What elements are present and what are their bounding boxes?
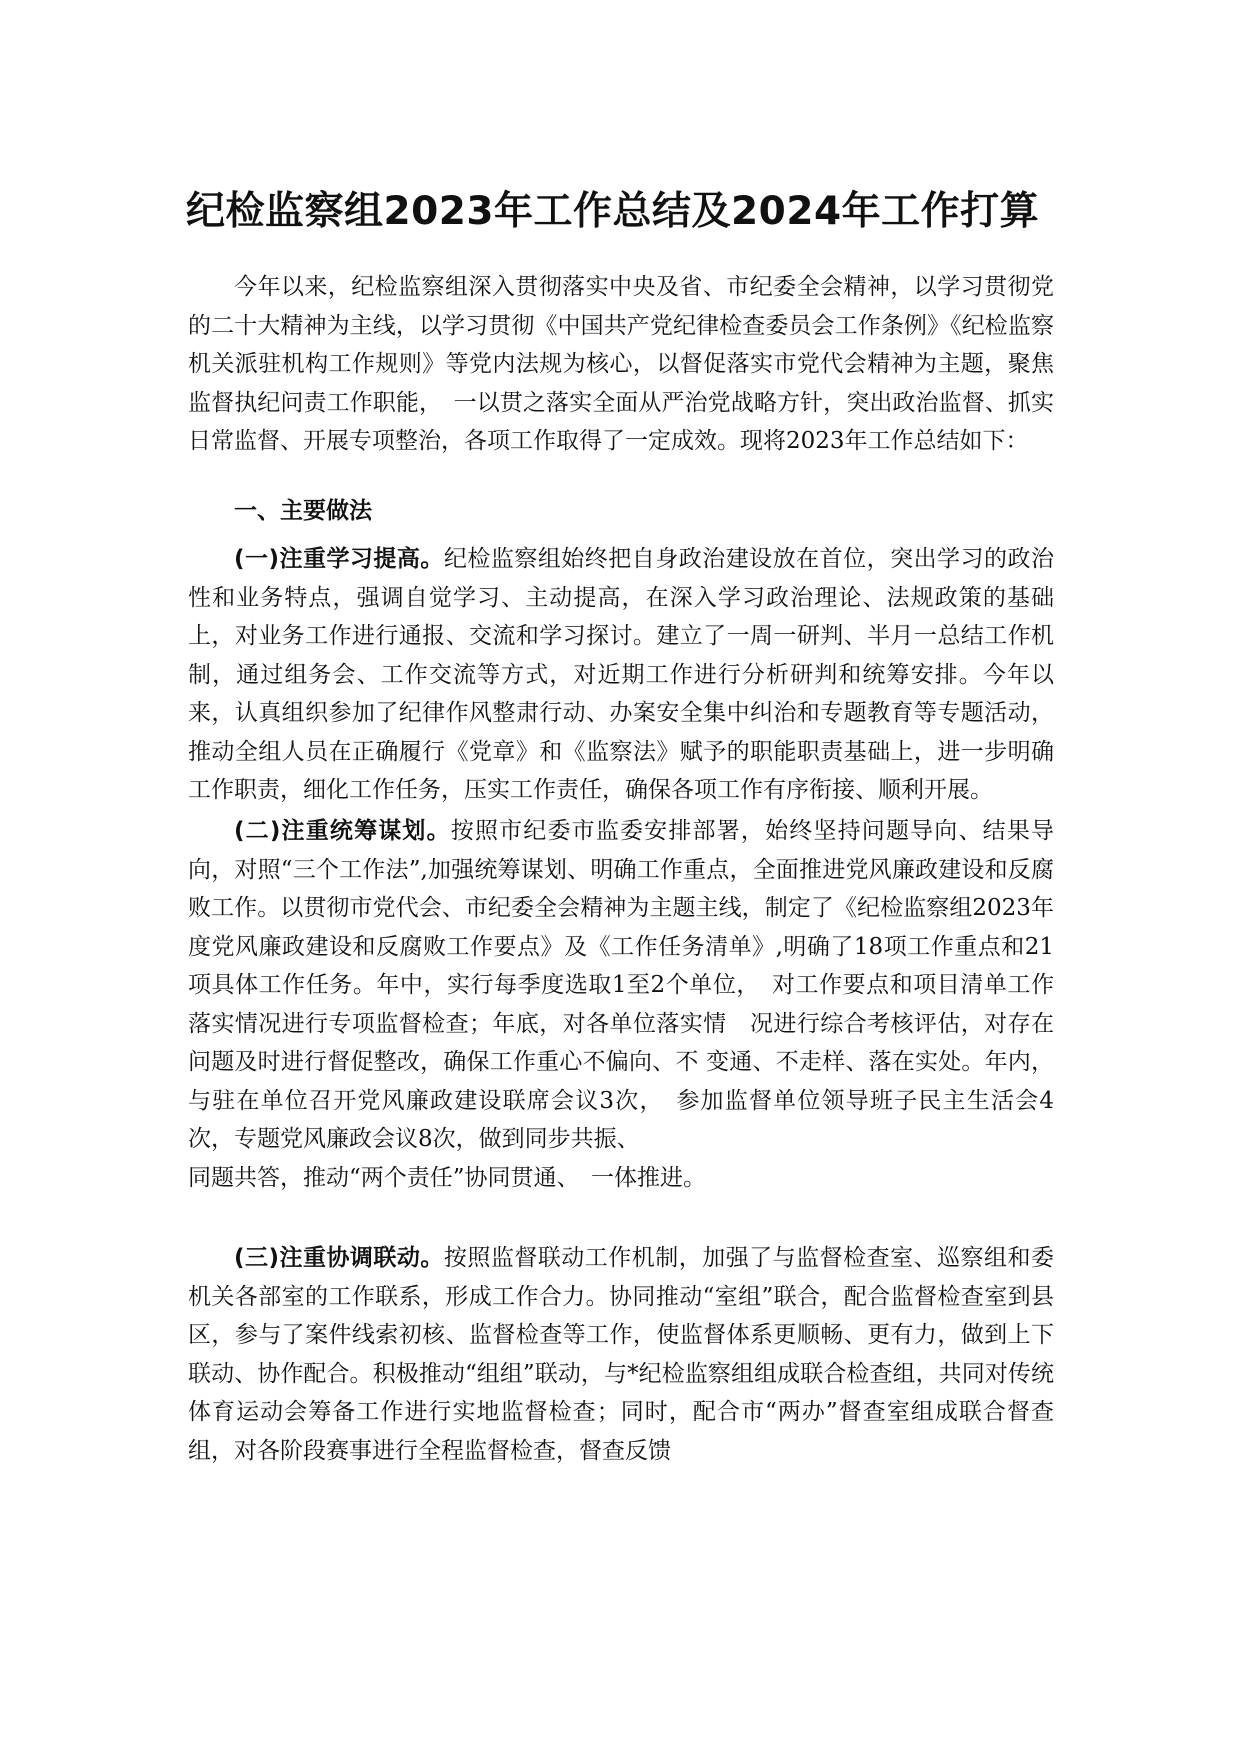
item-paragraph-3 [188,1239,1054,1470]
document-title: 纪检监察组2023年工作总结及2024年工作打算 [186,189,1040,234]
item-lead-1: (一)注重学习提高。 [234,546,444,572]
item-continuation-2: 同题共答，推动“两个责任”协同贯通、 一体推进。 [188,1164,707,1191]
item-body-1: 纪检监察组始终把自身政治建设放在首位，突出学习的政治性和业务特点，强调自觉学习、主动提高，在深入学习政治理论、法规政策的基础上，对业务工作进行通报、交流和学习探讨。建立了一周一研判、半月一总结工作机制，通过组务会、工作交流等方式，对近期工作进行分析研判和统筹安排。今年以来，认真组织参加了纪律作风整肃行动、办案安全集中纠治和专题教育等专题活动，推动全组人员在正确履行《党章》和《监察法》赋予的职能职责基础上，进一步明确工作职责，细化工作任务，压实工作责任，确保各项工作有序衔接、顺利开展。 [188,546,1054,803]
intro-paragraph: 今年以来，纪检监察组深入贯彻落实中央及省、市纪委全会精神，以学习贯彻党的二十大精神为主线，以学习贯彻《中国共产党纪律检查委员会工作条例》《纪检监察机关派驻机构工作规则》等党内法规为核心，以督促落实市党代会精神为主题，聚焦监督执纪问责工作职能， 一以贯之落实全面从严治党战略方针，突出政治监督、抓实日常监督、开展专项整治，各项工作取得了一定成效。现将2023年工作总结如下： [188,274,1054,454]
section-heading: 一、主要做法 [234,498,372,524]
item-paragraph-1 [188,540,1054,810]
item-lead-3: (三)注重协调联动。 [234,1245,444,1271]
item-body-3: 按照监督联动工作机制，加强了与监督检查室、巡察组和委机关各部室的工作联系，形成工作合力。协同推动“室组”联合，配合监督检查室到县区，参与了案件线索初核、监督检查等工作，使监督体系更顺畅、更有力，做到上下联动、协作配合。积极推动“组组”联动，与*纪检监察组组成联合检查组，共同对传统体育运动会筹备工作进行实地监督检查；同时，配合市“两办”督查室组成联合督查组，对各阶段赛事进行全程监督检查，督查反馈 [188,1245,1054,1464]
item-paragraph-2 [188,812,1054,1197]
item-body-2: 按照市纪委市监委安排部署，始终坚持问题导向、结果导向，对照“三个工作法”,加强统筹谋划、明确工作重点，全面推进党风廉政建设和反腐败工作。以贯彻市党代会、市纪委全会精神为主题主线，制定了《纪检监察组2023年度党风廉政建设和反腐败工作要点》及《工作任务清单》,明确了18项工作重点和21项具体工作任务。年中，实行每季度选取1至2个单位， 对工作要点和项目清单工作落实情况进行专项监督检查；年底，对各单位落实情 况进行综合考核评估，对存在问题及时进行督促整改，确保工作重心不偏向、不 变通、不走样、落在实处。年内，与驻在单位召开党风廉政建设联席会议3次， 参加监督单位领导班子民主生活会4次，专题党风廉政会议8次，做到同步共振、 [188,818,1054,1152]
item-lead-2: (二)注重统筹谋划。 [234,818,451,844]
